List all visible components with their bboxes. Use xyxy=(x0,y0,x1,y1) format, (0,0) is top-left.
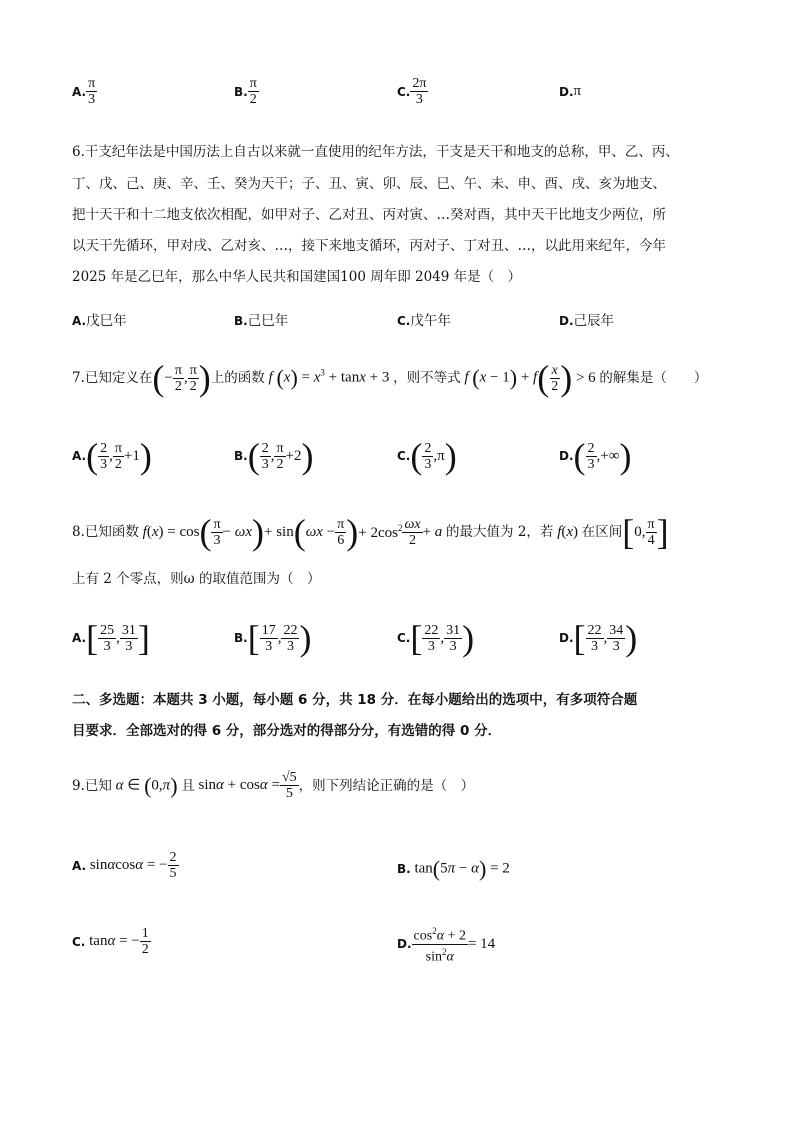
q6-option-d xyxy=(559,306,614,336)
option-text: 己辰年 xyxy=(573,313,615,329)
q8-mid: 的最大值为 2，若 xyxy=(446,524,554,540)
q9-mid: 且 xyxy=(181,777,195,794)
q9-suffix: ，则下列结论正确的是（ ） xyxy=(298,777,475,794)
option-label: D. xyxy=(559,631,574,645)
q5-option-c xyxy=(397,76,428,107)
option-label: C. xyxy=(397,631,411,645)
q9-stem: 9.已知 α ∈ (0,π) 且 sinα + cosα = $\frac{√5}{5}$ ，则下列结论正确的是（ ） xyxy=(72,770,475,801)
option-label: A. xyxy=(72,314,87,328)
q5-option-b xyxy=(234,76,259,107)
option-text: 戊午年 xyxy=(410,313,451,329)
q6-line-4: 以天干先循环，甲对戌、乙对亥、…，接下来地支循环，丙对子、丁对丑、…，以此用来纪年，今年 xyxy=(72,238,666,254)
q7-inequality: f (x − 1) + f xyxy=(464,365,538,390)
option-label: B. xyxy=(234,449,248,463)
option-label: D. xyxy=(559,314,574,328)
option-label: B. xyxy=(234,84,248,99)
numerator: 2π xyxy=(412,76,427,91)
section-2-heading: 二、多选题：本题共 3 小题，每小题 6 分，共 18 分．在每小题给出的选项中，有多项符合题 xyxy=(72,692,638,708)
q7-function: f $(x) = x^3 + \tan x + 3$ xyxy=(268,365,394,390)
q7-prefix: 7.已知定义在 xyxy=(72,370,153,386)
q8-option-a: A. [ $\frac{25}{3}$ , $\frac{31}{3}$ ] xyxy=(72,618,150,658)
q8-function: f(x) = cos xyxy=(142,523,200,540)
q9-option-c: C. tanα = − $\frac{1}{2}$ xyxy=(72,926,149,957)
q6-line-3: 把十天干和十二地支依次相配，如甲对子、乙对丑、丙对寅、…癸对酉，其中天干比地支少两位，所 xyxy=(72,207,666,223)
q8-mid2: 在区间 xyxy=(581,524,623,540)
q6-option-a xyxy=(72,306,127,336)
q6-option-c xyxy=(397,306,451,336)
option-label: A. xyxy=(72,858,87,873)
q9-option-b: B. tan(5π − α) = 2 xyxy=(397,856,510,881)
q6-line-1: 6.干支纪年法是中国历法上自古以来就一直使用的纪年方法，干支是天干和地支的总称，甲、乙、丙、 xyxy=(72,144,679,160)
q7-mid: 上的函数 xyxy=(210,370,265,386)
option-text: 戊巳年 xyxy=(86,313,127,329)
q9-prefix: 9.已知 xyxy=(72,777,112,794)
numerator: π xyxy=(88,76,96,91)
option-label: C. xyxy=(397,84,411,99)
q8-option-b: B. [ $\frac{17}{3}$ , $\frac{22}{3}$ ) xyxy=(234,618,312,658)
q8-prefix: 8.已知函数 xyxy=(72,524,139,540)
denominator: 2 xyxy=(249,92,257,107)
fraction xyxy=(86,76,97,107)
paren-close: ) xyxy=(198,358,211,398)
q7-option-d: D. ( $\frac{2}{3}$ ,+∞ ) xyxy=(559,436,632,476)
option-label: D. xyxy=(397,937,412,952)
option-label: C. xyxy=(72,934,86,949)
option-label: A. xyxy=(72,449,87,463)
paren-open: ( xyxy=(152,358,165,398)
q8-line-2: 上有 2 个零点，则ω 的取值范围为（ ） xyxy=(72,571,321,587)
q8-option-d: D. [ $\frac{22}{3}$ , $\frac{34}{3}$ ) xyxy=(559,618,638,658)
option-label: B. xyxy=(397,862,411,876)
option-label: C. xyxy=(397,314,411,328)
q7-mid2: ，则不等式 xyxy=(393,370,461,386)
option-value: π xyxy=(573,83,582,99)
q7-option-b: B. ( $\frac{2}{3}$ , $\frac{\pi}{2}$ +2 ) xyxy=(234,436,314,476)
q8-option-c: C. [ $\frac{22}{3}$ , $\frac{31}{3}$ ) xyxy=(397,618,475,658)
fraction xyxy=(248,76,259,107)
q6-line-5: 2025 年是乙巳年，那么中华人民共和国建国100 周年即 2049 年是（ ） xyxy=(72,269,522,285)
option-label: D. xyxy=(559,449,574,463)
q7-option-c: C. ( $\frac{2}{3}$ ,π ) xyxy=(397,436,457,476)
math-minus: − xyxy=(164,369,173,386)
q7-suffix: 的解集是（ ） xyxy=(599,370,708,386)
q6-option-b xyxy=(234,306,288,336)
option-label: B. xyxy=(234,314,248,328)
q7-option-a: A. ( $\frac{2}{3}$ , $\frac{\pi}{2}$ +1 ) xyxy=(72,436,152,476)
option-label: B. xyxy=(234,631,248,645)
q8-stem: 8.已知函数 f(x) = cos ( $\frac{\pi}{3}$ − ωx ) + sin ( ωx − $\frac{\pi}{6}$ ) + $2\cos^2$ $\frac{\omega x}{2}$ + a 的最大值为 2，若 f(x) 在区间 [ 0, $\frac{\pi}{4}$ ] xyxy=(72,512,669,552)
option-label: C. xyxy=(397,449,411,463)
q7-stem: 7.已知定义在 ( − $\frac{\pi}{2}$ , $\frac{\pi}{2}$ ) 上的函数 f $(x) = x^3 + \tan x + 3$ ，则不等式 f (x − 1) + f ( $\frac{x}{2}$ ) > 6 的解集是（ ） xyxy=(72,358,708,398)
option-label: D. xyxy=(559,84,574,99)
fraction: $\frac{\pi}{2}$ xyxy=(189,362,197,394)
option-label: A. xyxy=(72,84,87,99)
option-text: 己巳年 xyxy=(247,313,289,329)
numerator: π xyxy=(249,76,257,91)
q6-line-2: 丁、戊、己、庚、辛、壬、癸为天干；子、丑、寅、卯、辰、巳、午、未、申、酉、戌、亥为地支、 xyxy=(72,176,666,192)
denominator: 3 xyxy=(415,92,423,107)
q9-option-a: A. sinαcosα = − $\frac{2}{5}$ xyxy=(72,850,177,881)
q5-option-a xyxy=(72,76,97,107)
q9-option-d: D. $\frac{\cos^2\alpha + 2}{\sin^2\alpha}$ = 14 xyxy=(397,926,496,965)
fraction: $\frac{\pi}{2}$ xyxy=(174,362,182,394)
denominator: 3 xyxy=(88,92,96,107)
section-2-heading-cont: 目要求．全部选对的得 6 分，部分选对的得部分分，有选错的得 0 分． xyxy=(72,723,502,739)
q5-option-d xyxy=(559,83,581,100)
option-label: A. xyxy=(72,631,87,645)
fraction xyxy=(410,76,428,107)
